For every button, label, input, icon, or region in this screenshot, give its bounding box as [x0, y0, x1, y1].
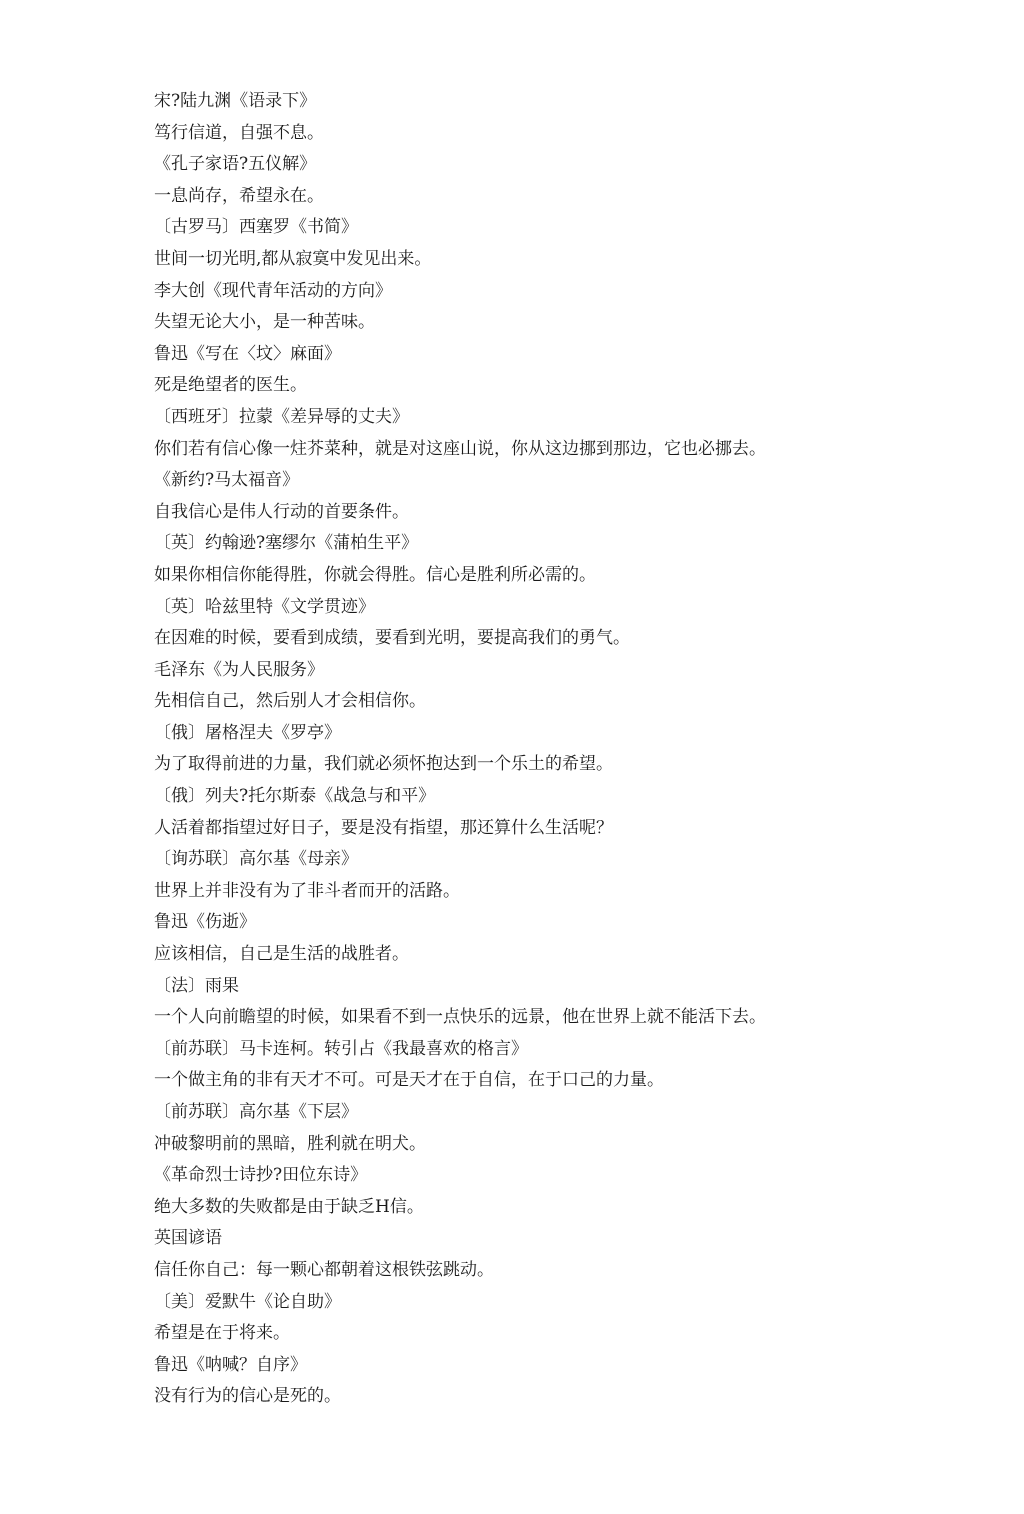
source-line: 〔俄〕屠格涅夫《罗亭》 — [154, 722, 341, 743]
quote-line: 一个做主角的非有天才不可。可是天才在于自信，在于口己的力量。 — [154, 1070, 664, 1091]
quote-line: 笃行信道，自强不息。 — [154, 122, 324, 143]
source-line: 宋?陆九渊《语录下》 — [154, 91, 317, 111]
source-line: 《新约?马太福音》 — [154, 470, 300, 491]
quote-line: 在因难的时候，要看到成绩，要看到光明，要提高我们的勇气。 — [154, 628, 630, 649]
source-line: 〔询苏联〕高尔基《母亲》 — [154, 849, 358, 870]
source-line: 鲁迅《伤逝》 — [154, 912, 256, 933]
quote-line: 人活着都指望过好日子，要是没有指望，那还算什么生活呢？ — [154, 817, 613, 838]
quote-line: 死是绝望者的医生。 — [154, 375, 307, 396]
quote-line: 应该相信，自己是生活的战胜者。 — [154, 944, 409, 965]
source-line: 鲁迅《写在〈坟〉麻面》 — [154, 343, 341, 364]
source-line: 〔英〕约翰逊?塞缪尔《蒲柏生平》 — [154, 533, 419, 554]
quote-list — [154, 86, 1004, 1413]
quote-line: 先相信自己，然后别人才会相信你。 — [154, 691, 426, 712]
quote-line: 一息尚存，希望永在。 — [154, 185, 324, 206]
quote-line: 绝大多数的失败都是由于缺乏H信。 — [154, 1196, 424, 1217]
quote-line: 如果你相信你能得胜，你就会得胜。信心是胜利所必需的。 — [154, 564, 596, 585]
quote-line: 失望无论大小，是一种苦味。 — [154, 312, 375, 333]
source-line: 毛泽东《为人民服务》 — [154, 659, 324, 680]
quote-line: 信任你自己：每一颗心都朝着这根铁弦跳动。 — [154, 1259, 494, 1280]
source-line: 英国谚语 — [154, 1228, 222, 1249]
quote-line: 冲破黎明前的黑暗，胜利就在明犬。 — [154, 1133, 426, 1154]
source-line: 鲁迅《呐喊？自序》 — [154, 1354, 307, 1375]
quote-line: 为了取得前进的力量，我们就必须怀抱达到一个乐土的希望。 — [154, 754, 613, 775]
quote-line: 世界上并非没有为了非斗者而开的活路。 — [154, 880, 460, 901]
source-line: 〔西班牙〕拉蒙《差异辱的丈夫》 — [154, 406, 409, 427]
source-line: 〔古罗马〕西塞罗《书简》 — [154, 217, 358, 238]
quote-line: 希望是在于将来。 — [154, 1323, 290, 1344]
quote-line: 你们若有信心像一炷芥菜种，就是对这座山说，你从这边挪到那边，它也必挪去。 — [154, 438, 766, 459]
source-line: 〔俄〕列夫?托尔斯泰《战急与和平》 — [154, 786, 436, 807]
quote-line: 自我信心是伟人行动的首要条件。 — [154, 501, 409, 522]
source-line: 《孔子家语?五仪解》 — [154, 154, 317, 175]
quote-line: 世间一切光明,都从寂寞中发见出来。 — [154, 248, 432, 269]
source-line: 《革命烈士诗抄?田位东诗》 — [154, 1165, 368, 1186]
quote-line: 没有行为的信心是死的。 — [154, 1386, 341, 1407]
source-line: 〔英〕哈兹里特《文学贯迹》 — [154, 596, 375, 617]
source-line: 李大创《现代青年活动的方向》 — [154, 280, 392, 301]
source-line: 〔美〕爱默牛《论自助》 — [154, 1291, 341, 1312]
quote-line: 一个人向前瞻望的时候，如果看不到一点快乐的远景，他在世界上就不能活下去。 — [154, 1007, 766, 1028]
source-line: 〔法〕雨果 — [154, 975, 239, 996]
source-line: 〔前苏联〕高尔基《下层》 — [154, 1102, 358, 1122]
source-line: 〔前苏联〕马卡连柯。转引占《我最喜欢的格言》 — [154, 1038, 528, 1059]
